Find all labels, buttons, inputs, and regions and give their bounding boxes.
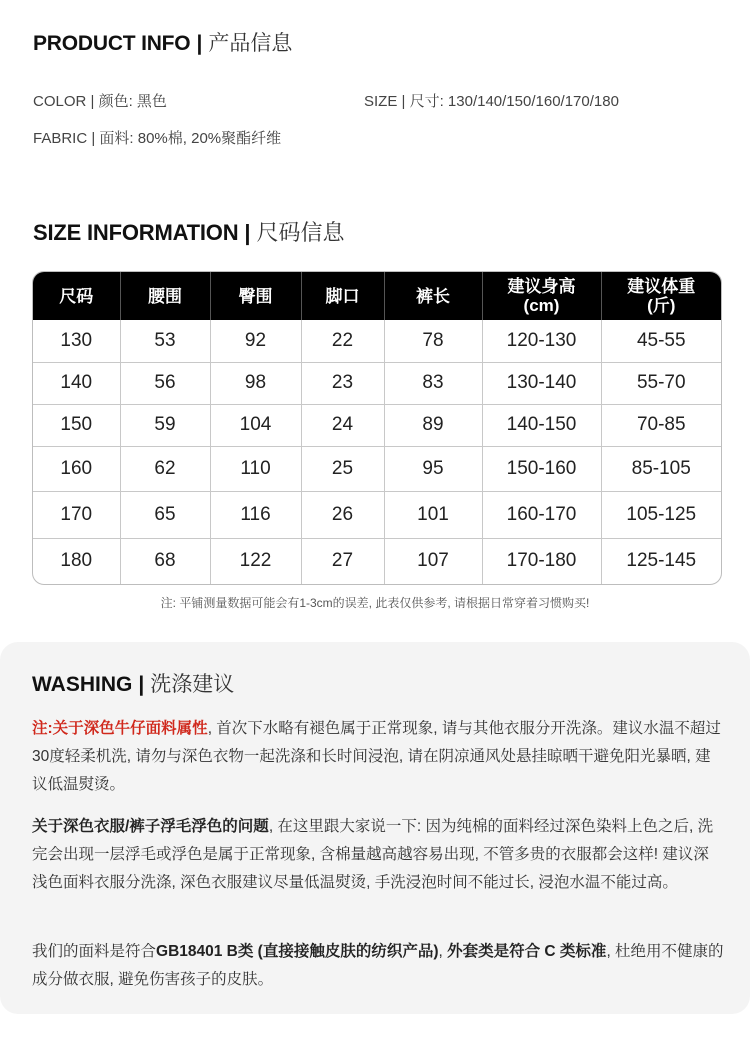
table-cell: 120-130 bbox=[482, 320, 601, 362]
table-cell: 65 bbox=[120, 491, 210, 538]
heading-separator: | bbox=[138, 673, 145, 696]
note-prefix: 注: bbox=[32, 720, 53, 737]
table-row bbox=[33, 446, 721, 491]
table-cell: 85-105 bbox=[601, 446, 721, 491]
size-table-header-cell: 尺码 bbox=[33, 272, 120, 320]
washing-paragraph-standard bbox=[32, 938, 724, 994]
standard-text-2: , bbox=[438, 943, 448, 960]
table-cell: 78 bbox=[384, 320, 482, 362]
standard-text-3: , 杜绝用不健康的成分做衣服, 避免伤害孩子的皮肤。 bbox=[32, 943, 724, 988]
color-value: 黑色 bbox=[136, 93, 167, 110]
heading-separator: | bbox=[244, 220, 251, 245]
product-info-title-en: PRODUCT INFO bbox=[33, 32, 191, 55]
size-information-heading bbox=[33, 216, 345, 247]
size-table-header-cell: 建议身高 (cm) bbox=[482, 272, 601, 320]
table-row bbox=[33, 362, 721, 404]
table-cell: 160-170 bbox=[482, 491, 601, 538]
size-table-header-cell: 臀围 bbox=[210, 272, 301, 320]
table-cell: 92 bbox=[210, 320, 301, 362]
table-cell: 140-150 bbox=[482, 404, 601, 446]
size-table-header-row bbox=[33, 272, 721, 320]
table-cell: 45-55 bbox=[636, 329, 686, 351]
size-table-header-cell: 脚口 bbox=[301, 272, 384, 320]
table-cell: 180 bbox=[33, 538, 120, 584]
standard-gb18401: GB18401 B类 (直接接触皮肤的纺织产品) bbox=[156, 943, 439, 960]
washing-paragraph-denim bbox=[32, 715, 724, 799]
color-info bbox=[33, 90, 167, 111]
size-value: 130/140/150/160/170/180 bbox=[447, 93, 619, 110]
fabric-label: FABRIC | 面料: bbox=[33, 130, 134, 147]
table-cell: 83 bbox=[384, 362, 482, 404]
table-cell: 170 bbox=[33, 491, 120, 538]
table-cell: 95 bbox=[384, 446, 482, 491]
lint-issue-title: 关于深色衣服/裤子浮毛浮色的问题 bbox=[32, 818, 269, 835]
table-cell: 107 bbox=[384, 538, 482, 584]
washing-title-en: WASHING bbox=[32, 673, 133, 696]
washing-heading bbox=[32, 668, 234, 698]
denim-property-text: , 首次下水略有褪色属于正常现象, 请与其他衣服分开洗涤。建议水温不超过30度轻柔机洗, 请勿与深色衣物一起洗涤和长时间浸泡, 请在阴凉通风处悬挂晾晒干避免阳光暴晒, 建议低温熨烫。 bbox=[32, 720, 721, 793]
washing-title-cn: 洗涤建议 bbox=[150, 673, 235, 696]
table-cell: 53 bbox=[120, 320, 210, 362]
table-cell: 68 bbox=[120, 538, 210, 584]
table-cell: 101 bbox=[384, 491, 482, 538]
table-row bbox=[33, 404, 721, 446]
standard-text-1: 我们的面料是符合 bbox=[32, 943, 157, 960]
table-cell: 59 bbox=[120, 404, 210, 446]
table-cell: 150-160 bbox=[482, 446, 601, 491]
size-table bbox=[32, 271, 722, 585]
table-cell: 104 bbox=[210, 404, 301, 446]
table-row bbox=[33, 320, 721, 362]
table-cell: 140 bbox=[33, 362, 120, 404]
size-label: SIZE | 尺寸: bbox=[364, 93, 444, 110]
table-cell: 55-70 bbox=[601, 362, 721, 404]
table-cell: 130-140 bbox=[482, 362, 601, 404]
product-info-heading bbox=[33, 27, 292, 57]
washing-paragraph-lint bbox=[32, 813, 724, 897]
size-table-header-cell: 腰围 bbox=[120, 272, 210, 320]
table-cell: 25 bbox=[301, 446, 384, 491]
size-information-title-cn: 尺码信息 bbox=[256, 220, 345, 245]
table-cell: 98 bbox=[210, 362, 301, 404]
heading-separator: | bbox=[196, 32, 203, 55]
table-cell: 105-125 bbox=[601, 491, 721, 538]
table-row bbox=[33, 491, 721, 538]
table-cell: 89 bbox=[384, 404, 482, 446]
table-cell: 56 bbox=[120, 362, 210, 404]
table-cell: 22 bbox=[301, 320, 384, 362]
size-table-header-cell: 裤长 bbox=[384, 272, 482, 320]
size-table-header-cell: 建议体重 (斤) bbox=[601, 272, 721, 320]
table-cell: 70-85 bbox=[601, 404, 721, 446]
fabric-value: 80%棉, 20%聚酯纤维 bbox=[137, 130, 282, 147]
table-cell: 62 bbox=[120, 446, 210, 491]
table-cell: 130 bbox=[33, 320, 120, 362]
table-cell: 116 bbox=[210, 491, 301, 538]
size-information-title-en: SIZE INFORMATION bbox=[33, 220, 239, 245]
color-label: COLOR | 颜色: bbox=[33, 93, 133, 110]
table-cell: 170-180 bbox=[482, 538, 601, 584]
table-cell: 23 bbox=[301, 362, 384, 404]
lint-issue-text: , 在这里跟大家说一下: 因为纯棉的面料经过深色染料上色之后, 洗完会出现一层浮毛或浮色是属于正常现象, 含棉量越高越容易出现, 不管多贵的衣服都会这样! 建议深浅色面料衣服分洗涤, 深色衣服建议尽量低温熨烫, 手洗浸泡时间不能过长, 浸泡水温不能过高。 bbox=[32, 818, 714, 891]
table-row bbox=[33, 538, 721, 584]
table-cell: 122 bbox=[210, 538, 301, 584]
table-cell: 26 bbox=[301, 491, 384, 538]
table-cell: 160 bbox=[33, 446, 120, 491]
table-cell: 24 bbox=[301, 404, 384, 446]
table-cell: 125-145 bbox=[601, 538, 721, 584]
table-cell: 27 bbox=[301, 538, 384, 584]
table-cell: 110 bbox=[210, 446, 301, 491]
denim-property-title: 关于深色牛仔面料属性 bbox=[52, 720, 208, 737]
size-info bbox=[364, 90, 619, 111]
table-cell: 150 bbox=[33, 404, 120, 446]
measurement-note: 注: 平铺测量数据可能会有1-3cm的误差, 此表仅供参考, 请根据日常穿着习惯购买! bbox=[160, 596, 590, 610]
fabric-info bbox=[33, 127, 281, 148]
product-info-title-cn: 产品信息 bbox=[208, 32, 293, 55]
standard-outerwear: 外套类是符合 C 类标准 bbox=[447, 943, 607, 960]
